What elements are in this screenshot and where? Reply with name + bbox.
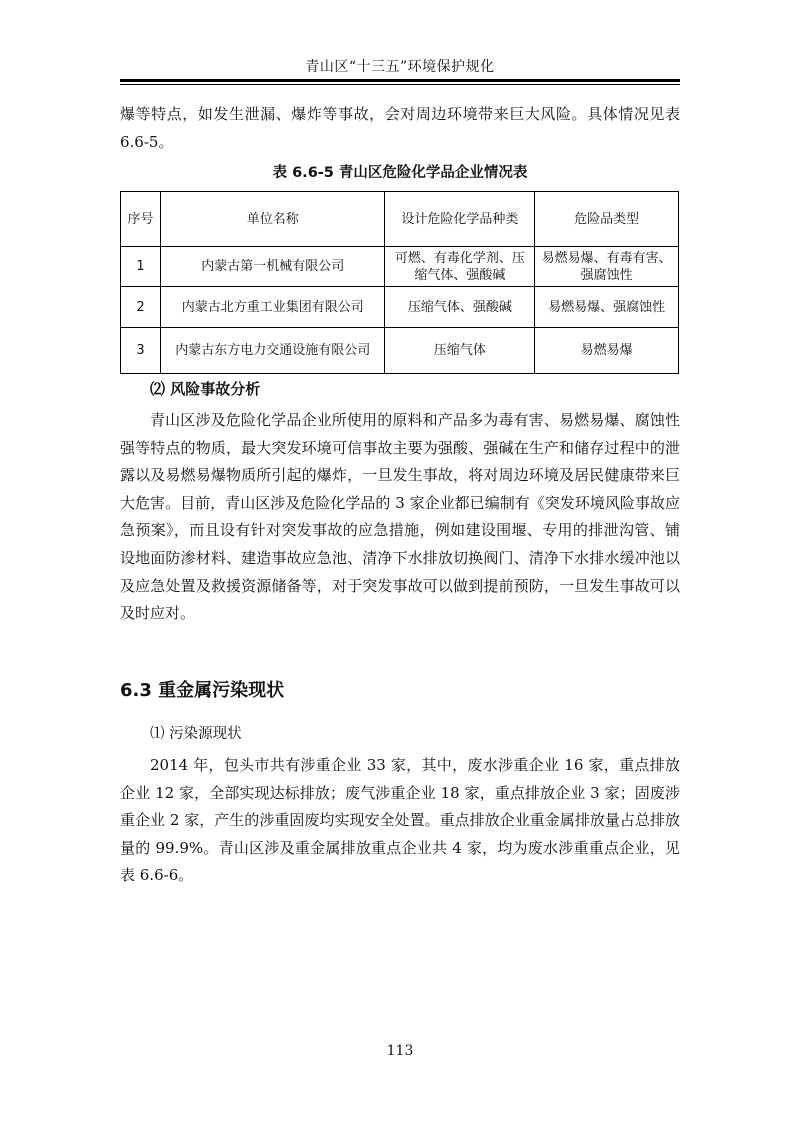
table-row — [121, 247, 679, 287]
intro-paragraph: 爆等特点，如发生泄漏、爆炸等事故，会对周边环境带来巨大风险。具体情况见表 6.6-5。 — [120, 105, 680, 151]
table-header-cell: 设计危险化学品种类 — [385, 192, 535, 247]
hazard-type: 易燃易爆、强腐蚀性 — [535, 287, 679, 328]
row-number: 1 — [121, 247, 161, 287]
row-number: 3 — [121, 328, 161, 374]
table-header-row — [121, 192, 679, 247]
table-caption: 表 6.6-5 青山区危险化学品企业情况表 — [272, 165, 528, 181]
pollution-source-heading: ⑴ 污染源现状 — [150, 726, 242, 742]
risk-analysis-heading: ⑵ 风险事故分析 — [150, 380, 261, 398]
hazard-type: 易燃易爆 — [535, 328, 679, 374]
pollution-source-paragraph: 2014 年，包头市共有涉重企业 33 家，其中，废水涉重企业 16 家，重点排放企业 12 家，全部实现达标排放；废气涉重企业 18 家，重点排放企业 3 家；固废涉重企业 2 家，产生的涉重固废均实现安全处置。重点排放企业重金属排放量占总排放量的 99.9%。青山区涉及重金属排放重点企业共 4 家，均为废水涉重重点企业，见表 6.6-6。 — [120, 756, 680, 885]
table-row — [121, 328, 679, 374]
chemical-types: 压缩气体 — [385, 328, 535, 374]
table-header-cell: 单位名称 — [160, 192, 385, 247]
company-name: 内蒙古东方电力交通设施有限公司 — [160, 328, 385, 374]
table-row — [121, 287, 679, 328]
chemical-types: 可燃、有毒化学剂、压缩气体、强酸碱 — [385, 247, 535, 287]
chemical-types: 压缩气体、强酸碱 — [385, 287, 535, 328]
row-number: 2 — [121, 287, 161, 328]
table-header-cell: 危险品类型 — [535, 192, 679, 247]
section-title: 6.3 重金属污染现状 — [120, 680, 285, 701]
running-header: 青山区“十三五”环境保护规化 — [305, 59, 495, 75]
risk-analysis-paragraph: 青山区涉及危险化学品企业所使用的原料和产品多为毒有害、易燃易爆、腐蚀性强等特点的物质，最大突发环境可信事故主要为强酸、强碱在生产和储存过程中的泄露以及易燃易爆物质所引起的爆炸，一旦发生事故，将对周边环境及居民健康带来巨大危害。目前，青山区涉及危险化学品的 3 家企业都已编制有《突发环境风险事故应急预案》，而且设有针对突发事故的应急措施，例如建设围堰、专用的排泄沟管、铺设地面防渗材料、建造事故应急池、清净下水排放切换阀门、清净下水排水缓冲池以及应急处置及救援资源储备等，对于突发事故可以做到提前预防，一旦发生事故可以及时应对。 — [120, 411, 680, 623]
hazardous-chemicals-table — [120, 191, 679, 374]
table-header-cell: 序号 — [121, 192, 161, 247]
header-rule-thick — [120, 79, 680, 82]
company-name: 内蒙古第一机械有限公司 — [160, 247, 385, 287]
hazard-type: 易燃易爆、有毒有害、强腐蚀性 — [535, 247, 679, 287]
page-number: 113 — [386, 1043, 414, 1059]
company-name: 内蒙古北方重工业集团有限公司 — [160, 287, 385, 328]
header-rule-thin — [120, 84, 680, 85]
